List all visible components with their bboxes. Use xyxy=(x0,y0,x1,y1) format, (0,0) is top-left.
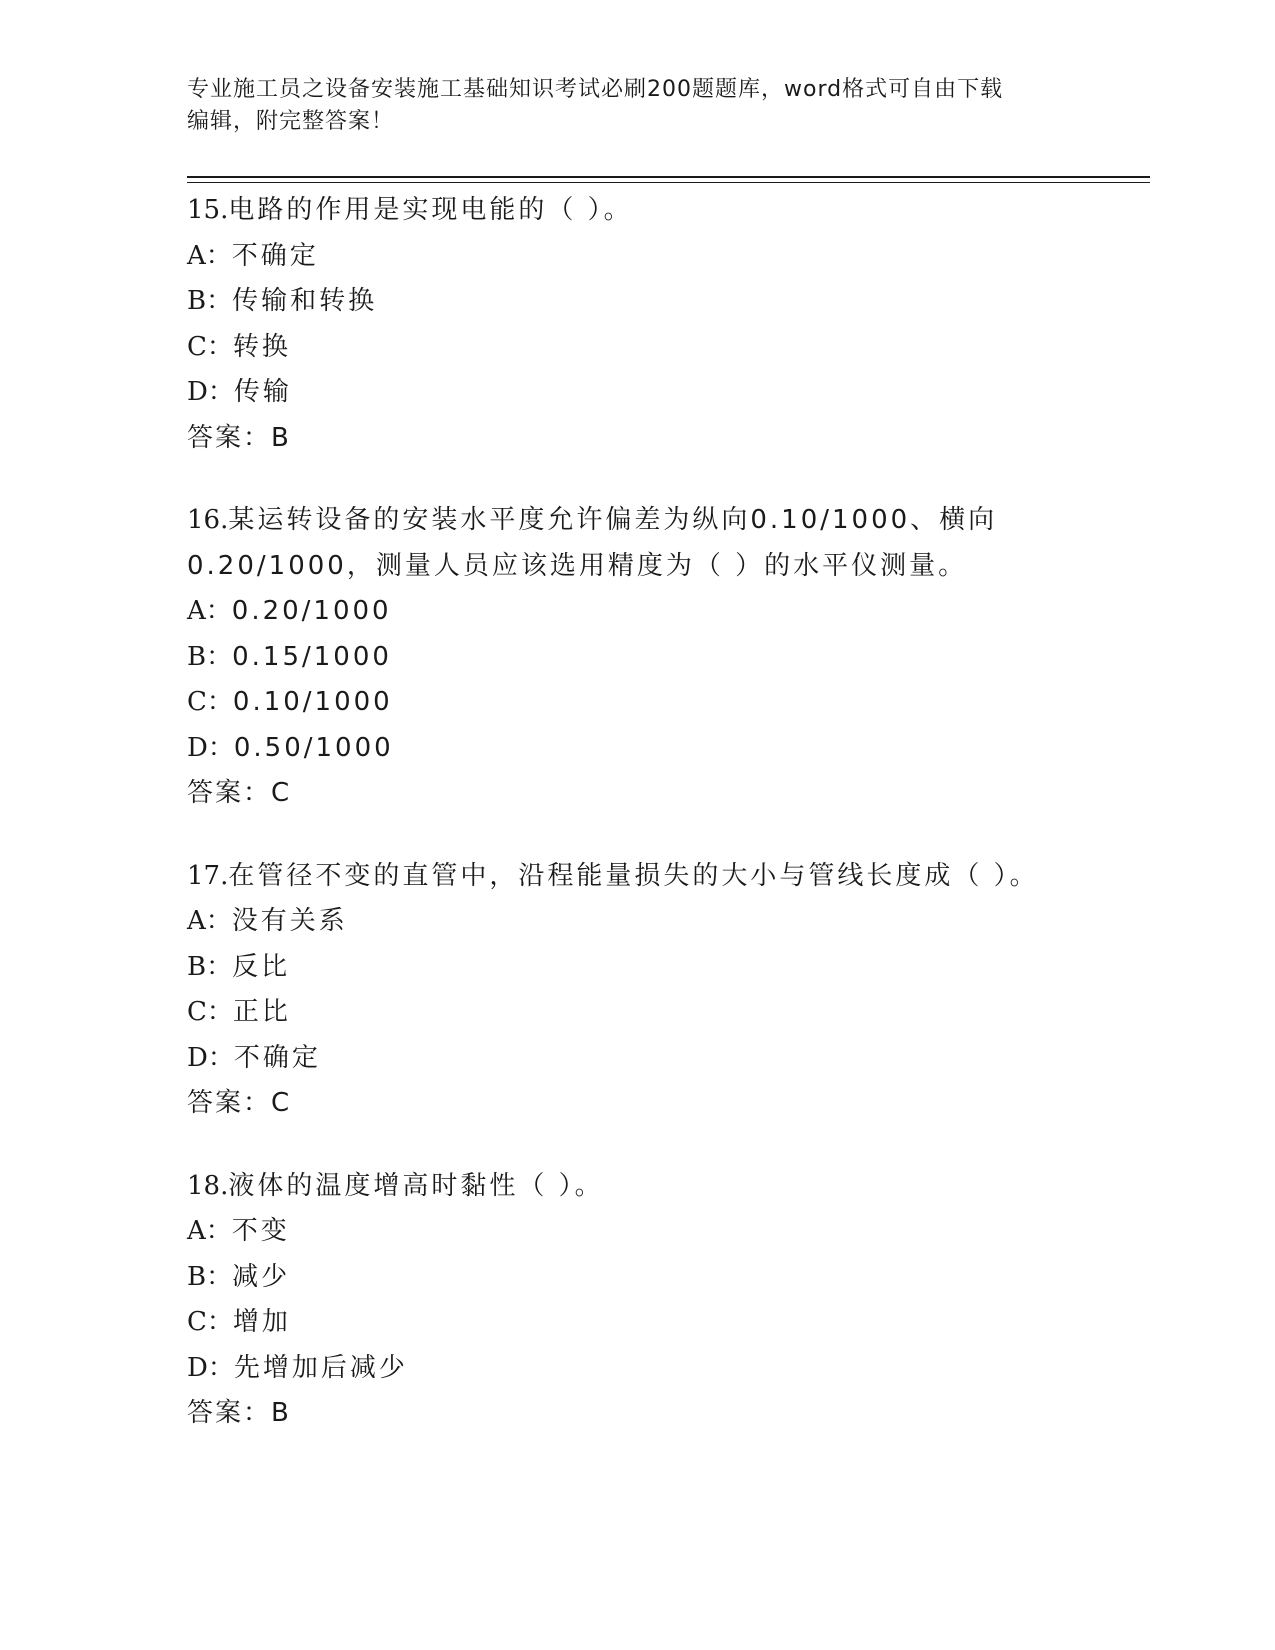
option-d xyxy=(187,370,1127,416)
option-key: B： xyxy=(187,641,233,672)
option-key: C： xyxy=(187,331,233,362)
option-a xyxy=(187,1209,1127,1255)
header-rule-thick xyxy=(187,176,1150,178)
answer-label: 答案： xyxy=(187,1088,272,1118)
question-number: 18. xyxy=(187,1170,229,1201)
option-key: A： xyxy=(187,906,232,936)
option-c xyxy=(187,1300,1127,1346)
option-d xyxy=(187,1036,1127,1082)
option-key: B： xyxy=(187,286,233,316)
question-number: 17. xyxy=(187,860,229,891)
option-d xyxy=(187,1346,1127,1392)
option-text: 不确定 xyxy=(233,1042,321,1073)
option-text: 减少 xyxy=(232,1261,291,1292)
option-key: C： xyxy=(187,1307,233,1337)
question-stem xyxy=(187,854,1127,900)
answer-label: 答案： xyxy=(187,778,272,808)
option-text: 不确定 xyxy=(231,240,319,271)
option-key: A： xyxy=(187,1216,232,1246)
header-rule-thin xyxy=(187,182,1150,183)
option-text: 0.50/1000 xyxy=(233,732,394,763)
option-key: D： xyxy=(187,377,234,407)
answer-value: B xyxy=(271,422,291,453)
option-key: A： xyxy=(187,596,232,626)
option-key: C： xyxy=(187,997,233,1027)
answer-line xyxy=(187,1081,1127,1127)
question-text: 某运转设备的安装水平度允许偏差为纵向0.10/1000、横向0.20/1000，测量人员应该选用精度为（ ）的水平仪测量。 xyxy=(187,505,998,581)
option-text: 传输 xyxy=(233,377,292,407)
header-line-1: 专业施工员之设备安装施工基础知识考试必刷200题题库，word格式可自由下载 xyxy=(187,77,1004,102)
option-a xyxy=(187,589,1127,635)
answer-value: C xyxy=(271,778,292,808)
option-key: A： xyxy=(187,240,232,271)
answer-label: 答案： xyxy=(187,422,272,453)
option-key: D： xyxy=(187,1352,234,1383)
question-text: 液体的温度增高时黏性（ ）。 xyxy=(228,1170,604,1201)
option-text: 不变 xyxy=(231,1216,290,1246)
option-b xyxy=(187,1255,1127,1301)
option-a xyxy=(187,899,1127,945)
question-16 xyxy=(187,498,1127,817)
option-key: D： xyxy=(187,732,234,763)
answer-value: B xyxy=(271,1398,291,1428)
question-stem xyxy=(187,498,1127,589)
answer-line xyxy=(187,771,1127,817)
option-text: 先增加后减少 xyxy=(233,1352,408,1383)
answer-value: C xyxy=(271,1088,292,1118)
option-a xyxy=(187,234,1127,280)
question-15 xyxy=(187,188,1127,461)
option-key: B： xyxy=(187,1261,233,1292)
option-text: 0.10/1000 xyxy=(232,687,393,717)
option-text: 正比 xyxy=(232,997,291,1027)
option-text: 增加 xyxy=(232,1307,291,1337)
option-text: 没有关系 xyxy=(231,906,348,936)
question-stem xyxy=(187,1164,1127,1210)
question-text: 电路的作用是实现电能的（ ）。 xyxy=(228,195,633,225)
question-number: 15. xyxy=(187,195,229,225)
option-text: 传输和转换 xyxy=(232,286,378,316)
document-header xyxy=(187,74,1087,138)
option-c xyxy=(187,990,1127,1036)
header-line-2: 编辑，附完整答案！ xyxy=(187,109,395,134)
option-d xyxy=(187,726,1127,772)
question-stem xyxy=(187,188,1127,234)
option-text: 反比 xyxy=(232,951,291,982)
question-text: 在管径不变的直管中，沿程能量损失的大小与管线长度成（ ）。 xyxy=(228,860,1039,891)
question-number: 16. xyxy=(187,505,229,535)
question-list xyxy=(187,188,1127,1474)
option-key: B： xyxy=(187,951,233,982)
option-b xyxy=(187,945,1127,991)
question-18 xyxy=(187,1164,1127,1437)
option-c xyxy=(187,325,1127,371)
question-17 xyxy=(187,854,1127,1127)
option-text: 0.20/1000 xyxy=(231,596,392,626)
option-text: 转换 xyxy=(232,331,291,362)
option-text: 0.15/1000 xyxy=(232,641,392,672)
answer-line xyxy=(187,416,1127,462)
answer-label: 答案： xyxy=(187,1398,272,1428)
answer-line xyxy=(187,1391,1127,1437)
option-key: D： xyxy=(187,1042,234,1073)
option-key: C： xyxy=(187,687,233,717)
option-c xyxy=(187,680,1127,726)
option-b xyxy=(187,279,1127,325)
option-b xyxy=(187,635,1127,681)
